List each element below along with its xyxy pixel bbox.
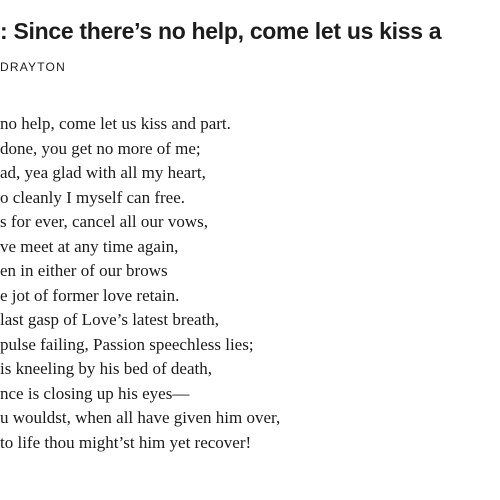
poem-body <box>0 112 280 455</box>
poem-line: is kneeling by his bed of death, <box>0 359 212 378</box>
poem-line: o cleanly I myself can free. <box>0 187 186 207</box>
poet-byline: DRAYTON <box>0 60 66 74</box>
poem-line: en in either of our brows <box>0 261 168 280</box>
poem-title: : Since there’s no help, come let us kiss a <box>0 18 442 44</box>
poem-line: u wouldst, when all have given him over, <box>0 408 281 427</box>
poem-line: s for ever, cancel all our vows, <box>0 212 208 231</box>
poem-line: ve meet at any time again, <box>0 236 179 256</box>
poem-line: nce is closing up his eyes— <box>0 383 190 403</box>
poem-line: e jot of former love retain. <box>0 285 180 305</box>
poem-line: no help, come let us kiss and part. <box>0 114 231 133</box>
poem-line: pulse failing, Passion speechless lies; <box>0 334 254 354</box>
poem-line: to life thou might’st him yet recover! <box>0 432 252 452</box>
poem-line: ad, yea glad with all my heart, <box>0 163 206 182</box>
poem-line: last gasp of Love’s latest breath, <box>0 310 220 329</box>
poem-line: done, you get no more of me; <box>0 138 201 158</box>
